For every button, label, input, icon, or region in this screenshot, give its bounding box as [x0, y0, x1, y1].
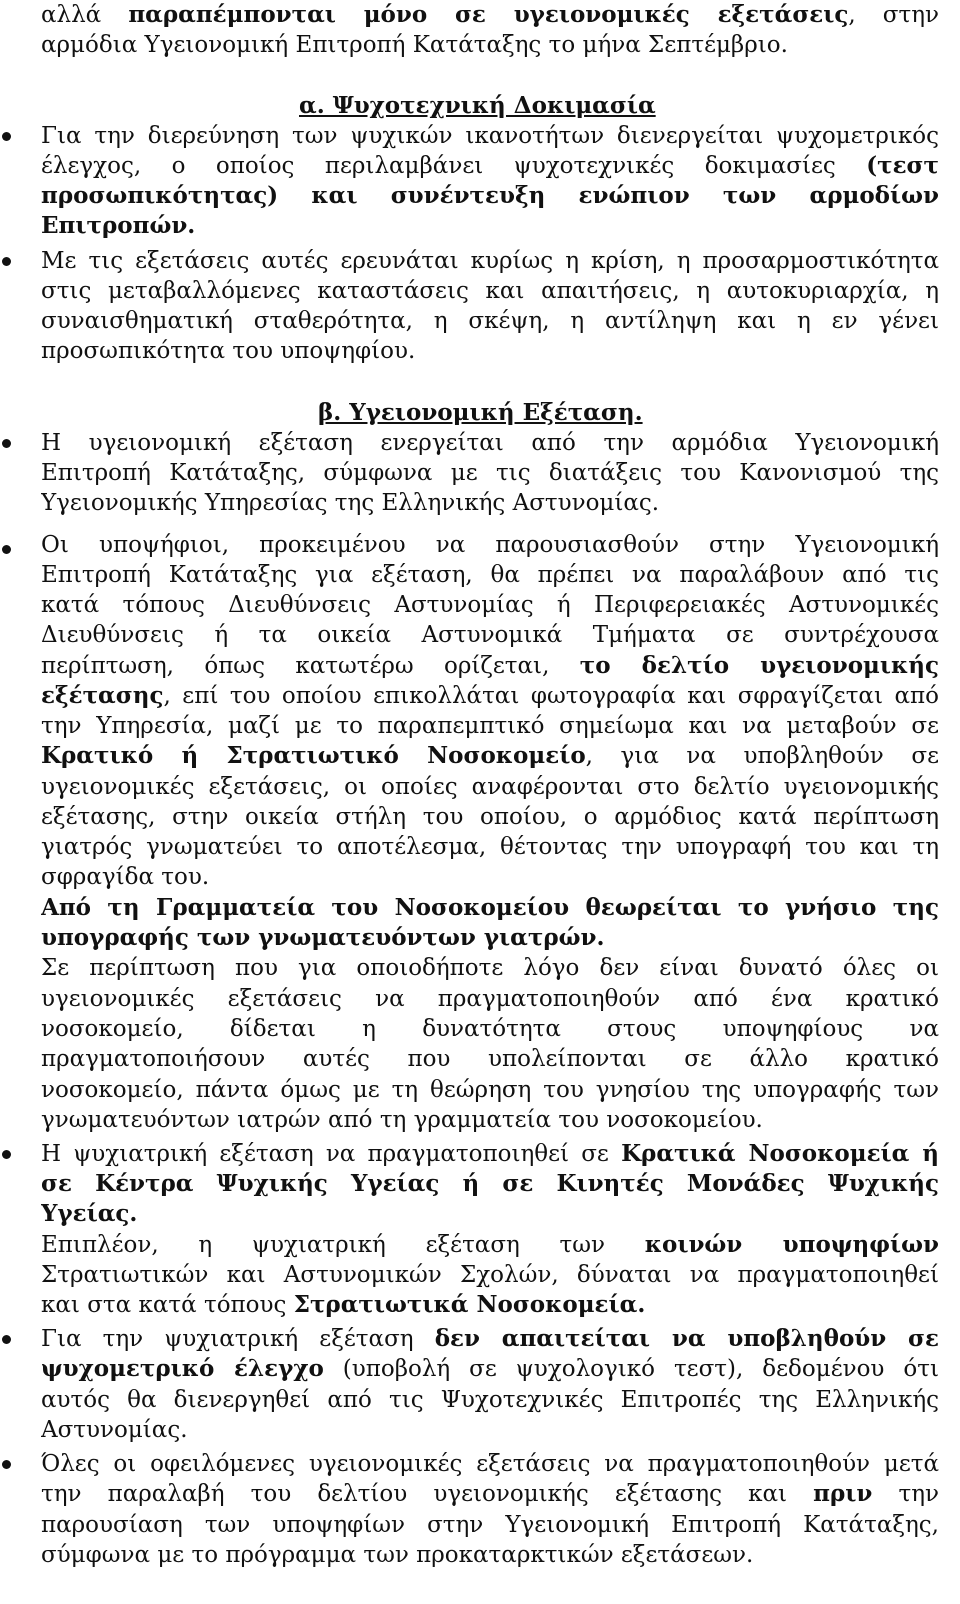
bold-text-run: Κρατικά Νοσοκομεία ή [621, 1140, 939, 1167]
text-line [41, 488, 939, 518]
text-run: σφραγίδα του. [41, 864, 210, 890]
text-run: , επί του οποίου επικολλάται φωτογραφία και σφραγίζεται από [163, 683, 939, 709]
text-run: Υγειονομικής Υπηρεσίας της Ελληνικής Αστυνομίας. [41, 490, 660, 516]
text-line [41, 306, 939, 336]
text-run: Σε περίπτωση που για οποιοδήποτε λόγο δεν είναι δυνατό όλες οι [41, 955, 939, 981]
text-run: , στην [848, 2, 939, 28]
text-line [41, 681, 939, 711]
bold-text-run: Επιτροπών. [41, 212, 196, 239]
text-run: γνωματευόντων ιατρών από τη γραμματεία του νοσοκομείου. [41, 1107, 763, 1133]
text-line [41, 1014, 939, 1044]
text-run: κατά τόπους Διευθύνσεις Αστυνομίας ή Περιφερειακές Αστυνομικές [41, 592, 939, 618]
text-line [41, 1075, 939, 1105]
text-line [41, 1415, 939, 1445]
text-line [41, 1510, 939, 1540]
text-line [41, 772, 939, 802]
section-b-heading: β. Υγειονομική Εξέταση. [318, 399, 643, 426]
bullet-icon [2, 1460, 11, 1469]
text-line [41, 953, 939, 983]
text-run: στις μεταβαλλόμενες καταστάσεις και απαιτήσεις, η αυτοκυριαρχία, η [41, 278, 939, 304]
bold-text-run: Στρατιωτικά Νοσοκομεία. [293, 1291, 646, 1318]
text-line [41, 1139, 939, 1169]
text-run: γιατρός γνωματεύει το αποτέλεσμα, θέτοντας την υπογραφή του και τη [41, 834, 939, 860]
text-line [41, 1449, 939, 1479]
text-run: Οι υποψήφιοι, προκειμένου να παρουσιασθούν στην Υγειονομική [41, 532, 939, 558]
text-line [41, 620, 939, 650]
text-run: Η υγειονομική εξέταση ενεργείται από την αρμόδια Υγειονομική [41, 430, 939, 456]
text-run: και στα κατά τόπους [41, 1292, 294, 1318]
text-run: προσωπικότητα του υποψηφίου. [41, 338, 416, 364]
text-line [41, 832, 939, 862]
text-line [41, 1105, 939, 1135]
text-run: έλεγχος, ο οποίος περιλαμβάνει ψυχοτεχνικές δοκιμασίες [41, 153, 867, 179]
bold-text-run: δεν απαιτείται να υποβληθούν σε [434, 1325, 939, 1352]
text-line [41, 711, 939, 741]
text-line [41, 336, 939, 366]
text-run: πραγματοποιήσουν αυτές που υπολείπονται σε άλλο κρατικό [41, 1046, 939, 1072]
text-line [41, 1199, 939, 1229]
bullet-icon [2, 1335, 11, 1344]
text-run: την Υπηρεσία, μαζί με το παραπεμπτικό σημείωμα και να μεταβούν σε [41, 713, 939, 739]
bold-text-run: Υγείας. [41, 1200, 138, 1227]
text-line [41, 1044, 939, 1074]
bold-text-run: κοινών υποψηφίων [644, 1231, 939, 1258]
text-run: υγειονομικές εξετάσεις να πραγματοποιηθούν από ένα κρατικό [41, 986, 939, 1012]
text-line [41, 1230, 939, 1260]
text-run: Επιτροπή Κατάταξης για εξέταση, θα πρέπει να παραλάβουν από τις [41, 562, 939, 588]
bold-text-run: υπογραφής των γνωματευόντων γιατρών. [41, 924, 605, 951]
text-line [41, 651, 939, 681]
bold-text-run: Από τη Γραμματεία του Νοσοκομείου θεωρείται το γνήσιο της [41, 894, 939, 921]
bullet-icon [2, 1150, 11, 1159]
bold-text-run: το δελτίο υγειονομικής [579, 652, 939, 679]
text-line [41, 893, 939, 923]
text-line [41, 0, 939, 30]
text-line [41, 30, 939, 60]
text-line [41, 246, 939, 276]
text-line [41, 121, 939, 151]
text-run: Για την ψυχιατρική εξέταση [41, 1326, 435, 1352]
text-run: , για να υποβληθούν σε [585, 743, 939, 769]
text-run: νοσοκομείο, πάντα όμως με τη θεώρηση του γνησίου της υπογραφής των [41, 1077, 939, 1103]
text-run: παρουσίαση των υποψηφίων στην Υγειονομική Επιτροπή Κατάταξης, [41, 1512, 939, 1538]
text-line [41, 741, 939, 771]
text-run: αρμόδια Υγειονομική Επιτροπή Κατάταξης το μήνα Σεπτέμβριο. [41, 32, 788, 58]
text-line [41, 1260, 939, 1290]
text-line [41, 560, 939, 590]
text-line [41, 1324, 939, 1354]
text-run: συναισθηματική σταθερότητα, η σκέψη, η αντίληψη και η εν γένει [41, 308, 939, 334]
bullet-icon [2, 132, 11, 141]
text-line [41, 802, 939, 832]
bullet-icon [2, 257, 11, 266]
bullet-icon [2, 545, 11, 554]
text-run: την παραλαβή του δελτίου υγειονομικής εξέτασης και [41, 1481, 814, 1507]
bold-text-run: ψυχομετρικό έλεγχο [41, 1355, 324, 1382]
text-line [41, 1479, 939, 1509]
bold-text-run: Κρατικό ή Στρατιωτικό Νοσοκομείο [41, 742, 586, 769]
text-run: Με τις εξετάσεις αυτές ερευνάται κυρίως η κρίση, η προσαρμοστικότητα [41, 248, 939, 274]
text-line [41, 211, 939, 241]
text-run: αλλά [41, 2, 129, 28]
text-line [41, 458, 939, 488]
text-line [41, 428, 939, 458]
text-line [41, 1290, 939, 1320]
text-line [41, 1385, 939, 1415]
text-line [41, 923, 939, 953]
text-run: Επιτροπή Κατάταξης, σύμφωνα με τις διατάξεις του Κανονισμού της [41, 460, 939, 486]
text-run: Η ψυχιατρική εξέταση να πραγματοποιηθεί σε [41, 1141, 622, 1167]
text-line [41, 862, 939, 892]
bold-text-run: πριν [813, 1480, 873, 1507]
text-line [41, 151, 939, 181]
text-run: νοσοκομείο, δίδεται η δυνατότητα στους υποψηφίους να [41, 1016, 939, 1042]
text-run: Αστυνομίας. [41, 1417, 188, 1443]
text-run: υγειονομικές εξετάσεις, οι οποίες αναφέρονται στο δελτίο υγειονομικής [41, 774, 939, 800]
text-run: αυτός θα διενεργηθεί από τις Ψυχοτεχνικές Επιτροπές της Ελληνικής [41, 1387, 939, 1413]
text-run: Όλες οι οφειλόμενες υγειονομικές εξετάσεις να πραγματοποιηθούν μετά [41, 1451, 939, 1477]
text-line [41, 590, 939, 620]
text-line [41, 181, 939, 211]
bold-text-run: (τεστ [866, 152, 939, 179]
text-run: Επιπλέον, η ψυχιατρική εξέταση των [41, 1232, 645, 1258]
text-line [41, 1169, 939, 1199]
text-run: την [872, 1481, 939, 1507]
text-line [41, 276, 939, 306]
bullet-icon [2, 439, 11, 448]
text-line [41, 530, 939, 560]
text-line [41, 984, 939, 1014]
text-run: εξέτασης, στην οικεία στήλη του οποίου, ο αρμόδιος κατά περίπτωση [41, 804, 939, 830]
text-run: Για την διερεύνηση των ψυχικών ικανοτήτων διενεργείται ψυχομετρικός [41, 123, 939, 149]
text-run: Διευθύνσεις ή τα οικεία Αστυνομικά Τμήματα σε συντρέχουσα [41, 622, 939, 648]
text-run: περίπτωση, όπως κατωτέρω ορίζεται, [41, 653, 580, 679]
text-run: (υποβολή σε ψυχολογικό τεστ), δεδομένου ότι [323, 1356, 939, 1382]
section-a-heading: α. Ψυχοτεχνική Δοκιμασία [299, 92, 656, 119]
bold-text-run: προσωπικότητας) και συνέντευξη ενώπιον των αρμοδίων [41, 182, 939, 209]
bold-text-run: εξέτασης [41, 682, 164, 709]
text-line [41, 1354, 939, 1384]
bold-text-run: παραπέμπονται μόνο σε υγειονομικές εξετάσεις [128, 1, 849, 28]
text-line [41, 1540, 939, 1570]
bold-text-run: σε Κέντρα Ψυχικής Υγείας ή σε Κινητές Μονάδες Ψυχικής [41, 1170, 939, 1197]
text-run: σύμφωνα με το πρόγραμμα των προκαταρκτικών εξετάσεων. [41, 1542, 754, 1568]
text-run: Στρατιωτικών και Αστυνομικών Σχολών, δύναται να πραγματοποιηθεί [41, 1262, 939, 1288]
